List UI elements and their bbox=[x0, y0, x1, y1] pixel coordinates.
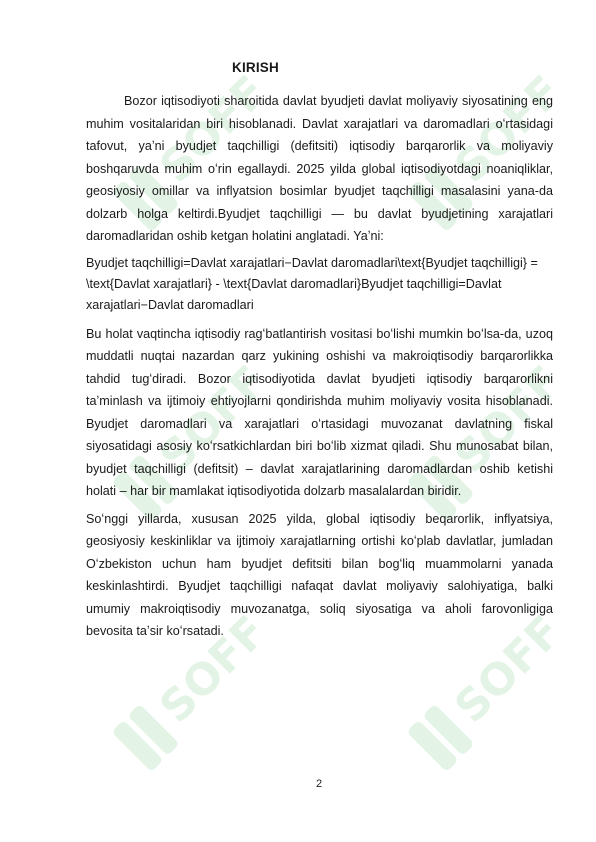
paragraph-deficit-effects: Bu holat vaqtincha iqtisodiy ragʻbatlantirish vositasi boʻlishi mumkin boʻlsa-da, uzoq muddatli nuqtai nazardan qarz yukining oshishi va makroiqtisodiy barqarorlikka tahdid tugʻdiradi. Bozor iqtisodiyotida davlat byudjeti iqtisodiy barqarorlikni taʼminlash va ijtimoiy ehtiyojlarni qondirishda muhim moliyaviy vosita hisoblanadi. Byudjet daromadlari va xarajatlari oʻrtasidagi muvozanat davlatning fiskal siyosatidagi asosiy koʻrsatkichlardan biri boʻlib xizmat qiladi. Shu munosabat bilan, byudjet taqchilligi (defitsit) – davlat xarajatlarining daromadlardan oshib ketishi holati – har bir mamlakat iqtisodiyotida dolzarb masalalardan biridir. bbox=[86, 326, 553, 498]
svg-text:SOFF: SOFF bbox=[150, 360, 260, 483]
paragraph-formula: Byudjet taqchilligi=Davlat xarajatlari−Davlat daromadlari\text{Byudjet taqchilligi} = \text{Davlat xarajatlari} - \text{Davlat daromadlari}Byudjet taqchilligi=Davlat xarajatlari−Davlat daromadlari bbox=[86, 255, 538, 312]
svg-text:SOFF: SOFF bbox=[445, 70, 555, 193]
body-text bbox=[86, 90, 553, 648]
paragraph-intro: Bozor iqtisodiyoti sharoitida davlat byudjeti davlat moliyaviy siyosatining eng muhim vositalaridan biri hisoblanadi. Davlat xarajatlari va daromadlari oʻrtasidagi tafovut, yaʼni byudjet taqchilligi (defitsiti) iqtisodiy barqarorlik va moliyaviy boshqaruvda muhim oʻrin egallaydi. 2025 yilda global iqtisodiyotdagi noaniqliklar, geosiyosiy omillar va inflyatsion bosimlar byudjet taqchilligi masalasini yana-da dolzarb holga keltirdi.Byudjet taqchilligi — bu davlat byudjetining xarajatlari daromadlaridan oshib ketgan holatini anglatadi. Yaʼni: bbox=[86, 94, 553, 243]
page-number: 2 bbox=[315, 778, 323, 790]
svg-text:SOFF: SOFF bbox=[445, 360, 555, 483]
section-heading: KIRISH bbox=[232, 60, 279, 75]
svg-text:SOFF: SOFF bbox=[150, 610, 260, 733]
svg-text:SOFF: SOFF bbox=[445, 610, 555, 733]
svg-text:SOFF: SOFF bbox=[150, 70, 260, 193]
paragraph-recent-years: Soʻnggi yillarda, xususan 2025 yilda, global iqtisodiy beqarorlik, inflyatsiya, geosiyosiy keskinliklar va ijtimoiy xarajatlarning ortishi koʻplab davlatlar, jumladan Oʻzbekiston uchun ham byudjet defitsiti bilan bogʻliq muammolarni yanada keskinlashtirdi. Byudjet taqchilligi nafaqat davlat moliyaviy salohiyatiga, balki umumiy makroiqtisodiy muvozanatga, soliq siyosatiga va aholi farovonligiga bevosita taʼsir koʻrsatadi. bbox=[86, 511, 553, 638]
